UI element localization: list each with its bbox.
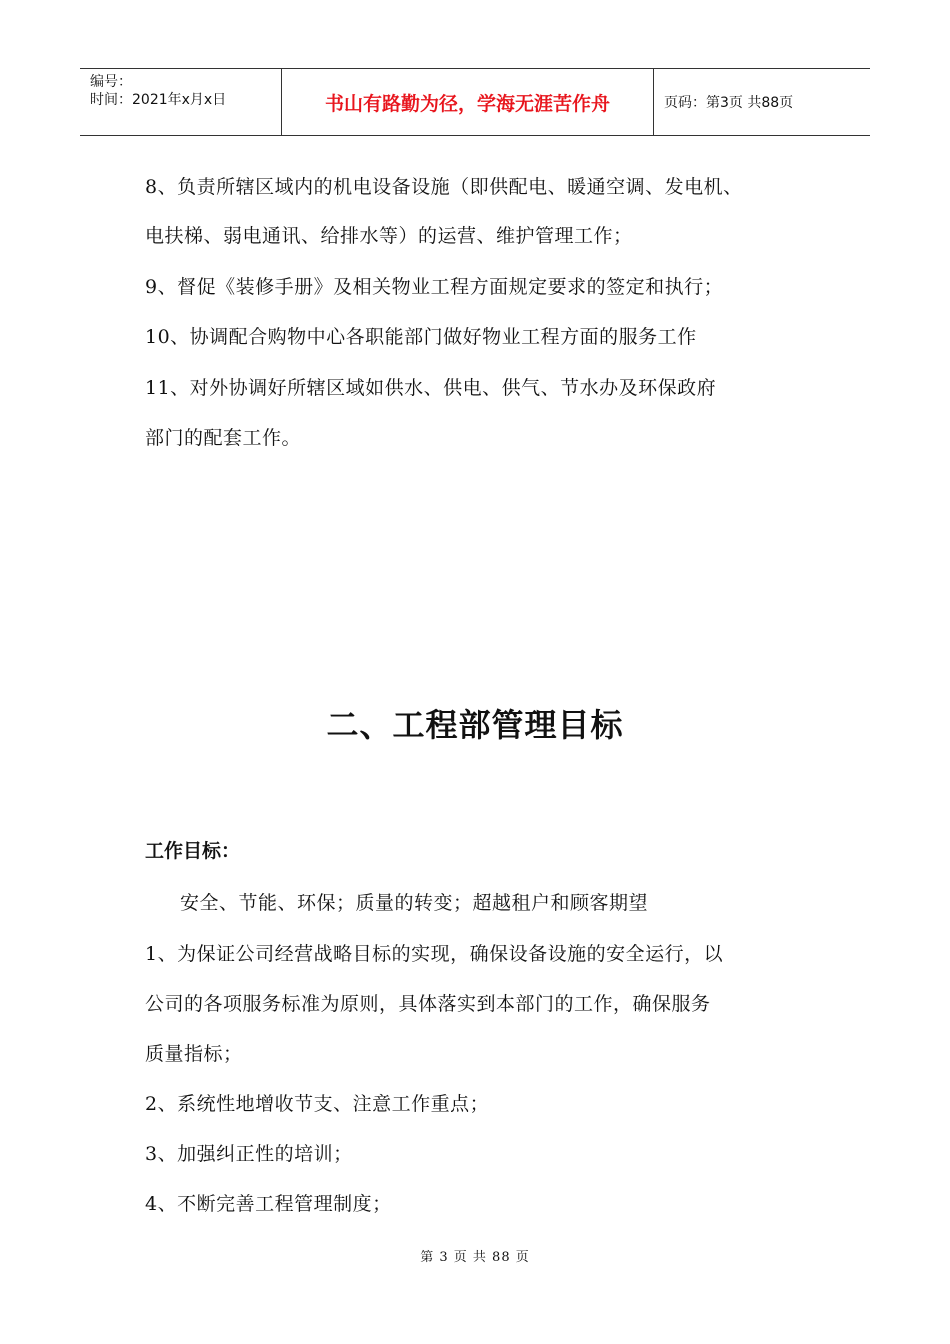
- goal-line: 安全、节能、环保；质量的转变；超越租户和顾客期望: [180, 892, 649, 914]
- body-line: 11、对外协调好所辖区域如供水、供电、供气、节水办及环保政府: [145, 377, 717, 399]
- goal-line: 2、系统性地增收节支、注意工作重点；: [145, 1093, 490, 1115]
- body-line: 部门的配套工作。: [145, 427, 302, 449]
- page-header: [80, 68, 870, 136]
- page-footer: 第 3 页 共 88 页: [420, 1250, 530, 1265]
- header-motto: 书山有路勤为径，学海无涯苦作舟: [282, 69, 654, 135]
- goal-line: 3、加强纠正性的培训；: [145, 1143, 353, 1165]
- body-line: 10、协调配合购物中心各职能部门做好物业工程方面的服务工作: [145, 326, 697, 348]
- header-page-info: 页码：第3页 共88页: [664, 95, 794, 111]
- header-meta: [80, 69, 282, 135]
- body-line: 8、负责所辖区域内的机电设备设施（即供配电、暖通空调、发电机、: [145, 176, 743, 198]
- section-title: 二、工程部管理目标: [326, 706, 624, 744]
- goal-line: 质量指标；: [145, 1043, 243, 1065]
- subheading: 工作目标：: [145, 840, 241, 862]
- number-label: 编号：: [90, 74, 132, 90]
- body-line: 9、督促《装修手册》及相关物业工程方面规定要求的签定和执行；: [145, 276, 724, 298]
- body-line: 电扶梯、弱电通讯、给排水等）的运营、维护管理工作；: [145, 225, 633, 247]
- goal-line: 1、为保证公司经营战略目标的实现，确保设备设施的安全运行，以: [145, 943, 724, 965]
- goal-line: 公司的各项服务标准为原则，具体落实到本部门的工作，确保服务: [145, 993, 711, 1015]
- time-label: 时间：2021年x月x日: [90, 92, 227, 108]
- goal-line: 4、不断完善工程管理制度；: [145, 1193, 392, 1215]
